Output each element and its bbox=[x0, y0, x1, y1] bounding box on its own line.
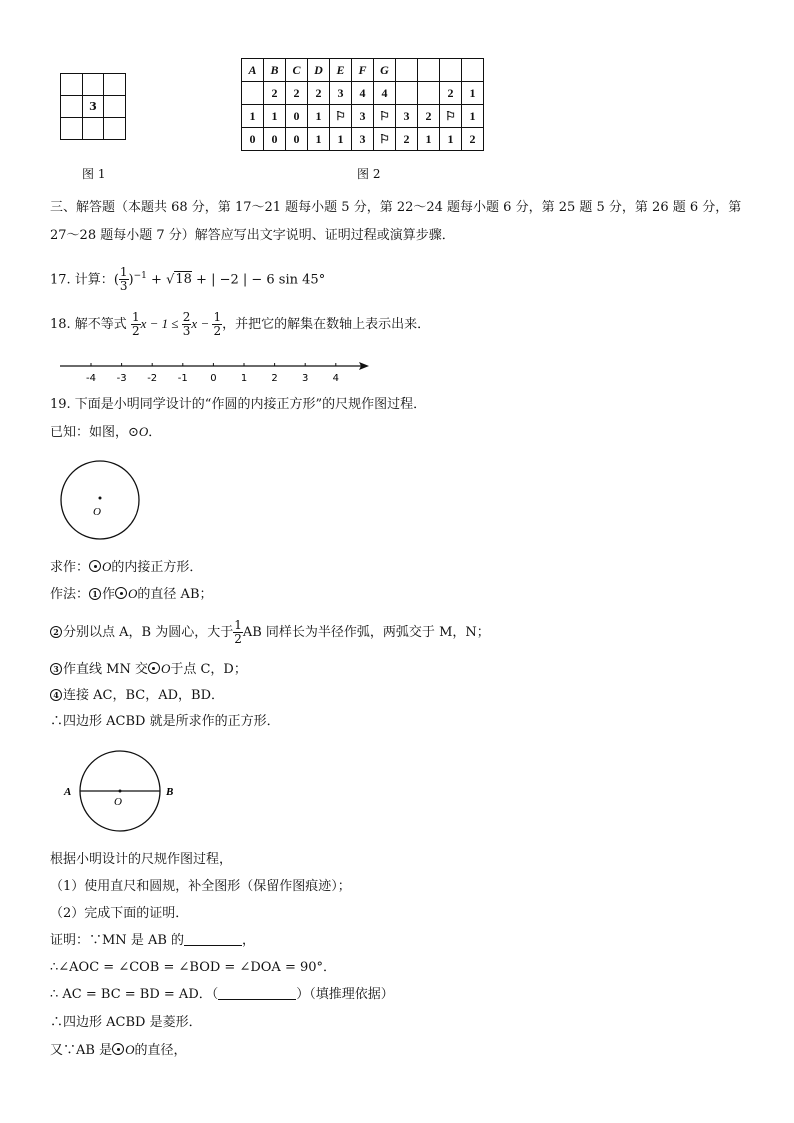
table-cell bbox=[418, 82, 440, 105]
table-cell: 2 bbox=[308, 82, 330, 105]
q19-proof1: 证明：∵MN 是 AB 的 ， bbox=[50, 933, 256, 948]
q19-proof3: ∴ AC = BC = BD = AD．（ ）（填推理依据） bbox=[50, 987, 394, 1002]
table-cell bbox=[242, 82, 264, 105]
table-cell: 1 bbox=[308, 128, 330, 151]
table-cell: 1 bbox=[242, 105, 264, 128]
question-17: 17. 计算：( $\frac{1}{3}$ )$^{-1}$ + √18 + | −2 | − 6 sin 45° bbox=[50, 265, 326, 294]
question-19-given: 已知：如图，⊙O． bbox=[50, 424, 162, 440]
number-line bbox=[55, 355, 375, 387]
grid-cell bbox=[61, 96, 83, 118]
grid-cell bbox=[104, 96, 126, 118]
table-cell: ⚐ bbox=[374, 105, 396, 128]
grid-cell bbox=[61, 118, 83, 140]
circle-dot-icon bbox=[89, 560, 101, 572]
table-cell: B bbox=[264, 59, 286, 82]
section-header-line2: 27～28 题每小题 7 分）解答应写出文字说明、证明过程或演算步骤． bbox=[50, 228, 455, 243]
table-cell: 1 bbox=[440, 128, 462, 151]
table-cell: G bbox=[374, 59, 396, 82]
table-cell: A bbox=[242, 59, 264, 82]
table-cell: D bbox=[308, 59, 330, 82]
grid-cell bbox=[82, 118, 104, 140]
q19-step2: 2 分别以点 A，B 为圆心，大于 $\frac{1}{2}$ AB 同样长为半径作弧，两弧交于 M，N； bbox=[50, 618, 490, 648]
figure-1-caption: 图 1 bbox=[82, 167, 106, 181]
q19-step1: 作法： 1 作 O的直径 AB； bbox=[50, 586, 213, 602]
table-cell: 4 bbox=[352, 82, 374, 105]
table-cell: 1 bbox=[462, 105, 484, 128]
figure-1-grid bbox=[60, 73, 126, 140]
table-cell: 0 bbox=[242, 128, 264, 151]
table-row bbox=[242, 59, 484, 82]
table-cell: 3 bbox=[396, 105, 418, 128]
table-cell bbox=[396, 59, 418, 82]
table-cell: 0 bbox=[286, 128, 308, 151]
figure-2-table bbox=[241, 58, 484, 151]
q19-proof2: ∴∠AOC = ∠COB = ∠BOD = ∠DOA = 90°． bbox=[50, 960, 337, 975]
table-cell: 1 bbox=[418, 128, 440, 151]
tick-label: -1 bbox=[177, 373, 188, 384]
grid-cell bbox=[104, 118, 126, 140]
table-cell: ⚐ bbox=[330, 105, 352, 128]
circle-o-figure bbox=[58, 458, 144, 544]
table-cell: 1 bbox=[264, 105, 286, 128]
question-18: 18. 解不等式 $\frac{1}{2}$ x − 1 ≤ $\frac{2}{3}$ x − $\frac{1}{2}$ ，并把它的解集在数轴上表示出来． bbox=[50, 310, 431, 338]
label-b: B bbox=[166, 786, 174, 798]
q19-proof5: 又∵AB 是 O的直径， bbox=[50, 1042, 187, 1058]
grid-cell bbox=[61, 74, 83, 96]
center-point bbox=[99, 497, 102, 500]
table-row bbox=[242, 82, 484, 105]
answer-blank-2 bbox=[218, 986, 296, 1000]
q19-proof4: ∴四边形 ACBD 是菱形． bbox=[50, 1015, 202, 1030]
q19-part1: （1）使用直尺和圆规，补全图形（保留作图痕迹）； bbox=[50, 879, 351, 894]
q19-task: 求作： O的内接正方形． bbox=[50, 559, 203, 575]
circle-dot-icon bbox=[148, 662, 160, 674]
tick-label: -2 bbox=[147, 373, 158, 384]
table-cell: 2 bbox=[462, 128, 484, 151]
grid-cell bbox=[82, 74, 104, 96]
table-cell: ⚐ bbox=[440, 105, 462, 128]
table-cell: 0 bbox=[264, 128, 286, 151]
figure-2-caption: 图 2 bbox=[357, 167, 381, 181]
table-cell: ⚐ bbox=[374, 128, 396, 151]
table-cell: 2 bbox=[396, 128, 418, 151]
center-point bbox=[119, 790, 122, 793]
answer-blank-1 bbox=[184, 932, 242, 946]
grid-cell bbox=[104, 74, 126, 96]
q19-conclusion: ∴四边形 ACBD 就是所求作的正方形． bbox=[50, 714, 280, 729]
circle-dot-icon bbox=[115, 587, 127, 599]
table-cell: 3 bbox=[330, 82, 352, 105]
tick-label: 1 bbox=[240, 373, 248, 384]
circle-dot-icon bbox=[112, 1043, 124, 1055]
tick-label: 3 bbox=[302, 373, 309, 384]
table-cell: E bbox=[330, 59, 352, 82]
tick-label: 0 bbox=[210, 373, 217, 384]
table-cell: 2 bbox=[418, 105, 440, 128]
table-cell: 2 bbox=[286, 82, 308, 105]
section-header-line1: 三、解答题（本题共 68 分，第 17～21 题每小题 5 分，第 22～24 题每小题 6 分，第 25 题 5 分，第 26 题 6 分，第 bbox=[50, 200, 742, 215]
tick-label: -3 bbox=[116, 373, 127, 384]
table-row bbox=[242, 105, 484, 128]
table-cell bbox=[440, 59, 462, 82]
center-label: O bbox=[93, 506, 101, 518]
table-cell: 0 bbox=[286, 105, 308, 128]
table-cell bbox=[396, 82, 418, 105]
table-cell: 1 bbox=[462, 82, 484, 105]
grid-cell: 3 bbox=[82, 96, 104, 118]
table-cell bbox=[462, 59, 484, 82]
table-cell: 3 bbox=[352, 105, 374, 128]
table-cell bbox=[418, 59, 440, 82]
label-o: O bbox=[114, 796, 122, 808]
circle-ab-figure bbox=[60, 748, 185, 836]
q19-according: 根据小明设计的尺规作图过程， bbox=[50, 852, 233, 867]
label-a: A bbox=[64, 786, 72, 798]
table-cell: 1 bbox=[308, 105, 330, 128]
table-cell: 4 bbox=[374, 82, 396, 105]
tick-label: 2 bbox=[271, 373, 278, 384]
q19-step4: 4 连接 AC，BC，AD，BD． bbox=[50, 687, 224, 705]
tick-label: 4 bbox=[332, 373, 339, 384]
question-19-intro: 19. 下面是小明同学设计的“作圆的内接正方形”的尺规作图过程． bbox=[50, 397, 427, 412]
q19-part2: （2）完成下面的证明． bbox=[50, 906, 189, 921]
tick-label: -4 bbox=[86, 373, 96, 384]
table-cell: 1 bbox=[330, 128, 352, 151]
table-cell: F bbox=[352, 59, 374, 82]
table-cell: 2 bbox=[264, 82, 286, 105]
table-cell: 3 bbox=[352, 128, 374, 151]
table-cell: 2 bbox=[440, 82, 462, 105]
table-cell: C bbox=[286, 59, 308, 82]
q19-step3: 3 作直线 MN 交 O于点 C，D； bbox=[50, 660, 247, 679]
table-row bbox=[242, 128, 484, 151]
